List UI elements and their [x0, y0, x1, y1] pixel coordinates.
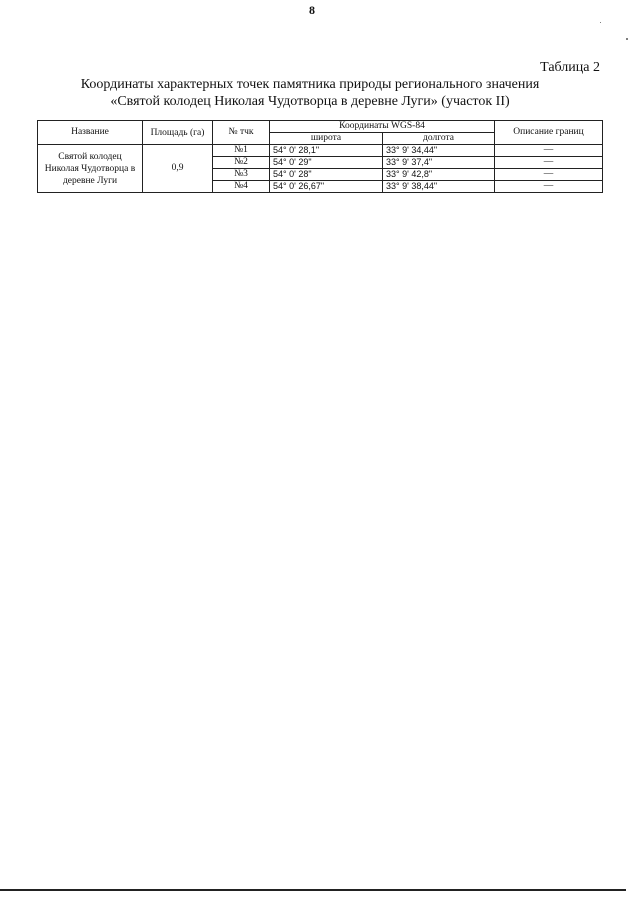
header-longitude: долгота	[383, 133, 495, 145]
latitude-cell: 54° 0' 26,67"	[270, 181, 383, 193]
latitude-cell: 54° 0' 28"	[270, 169, 383, 181]
scan-speck	[626, 38, 628, 40]
table-row	[38, 145, 603, 157]
longitude-cell: 33° 9' 37,4"	[383, 157, 495, 169]
header-coordinates: Координаты WGS-84	[270, 121, 495, 133]
boundary-cell: —	[495, 145, 603, 157]
table-label: Таблица 2	[540, 60, 600, 75]
point-cell: №3	[213, 169, 270, 181]
point-cell: №1	[213, 145, 270, 157]
point-cell: №2	[213, 157, 270, 169]
boundary-cell: —	[495, 169, 603, 181]
site-name-cell: Святой колодец Николая Чудотворца в деревне Луги	[38, 145, 143, 193]
bottom-rule	[0, 889, 626, 891]
header-name: Название	[38, 121, 143, 145]
header-boundary-description: Описание границ	[495, 121, 603, 145]
table-title-line-1: Координаты характерных точек памятника природы регионального значения	[80, 77, 540, 92]
longitude-cell: 33° 9' 42,8"	[383, 169, 495, 181]
point-cell: №4	[213, 181, 270, 193]
page-number: 8	[309, 3, 315, 17]
area-value-cell: 0,9	[143, 145, 213, 193]
boundary-cell: —	[495, 181, 603, 193]
longitude-cell: 33° 9' 38,44"	[383, 181, 495, 193]
boundary-cell: —	[495, 157, 603, 169]
longitude-cell: 33° 9' 34,44"	[383, 145, 495, 157]
table-header-row	[38, 121, 603, 133]
header-area: Площадь (га)	[143, 121, 213, 145]
latitude-cell: 54° 0' 29"	[270, 157, 383, 169]
header-point-number: № тчк	[213, 121, 270, 145]
latitude-cell: 54° 0' 28,1"	[270, 145, 383, 157]
coordinates-table	[37, 120, 603, 193]
header-latitude: широта	[270, 133, 383, 145]
scan-speck	[600, 22, 601, 23]
table-title-line-2: «Святой колодец Николая Чудотворца в деревне Луги» (участок II)	[110, 94, 510, 109]
